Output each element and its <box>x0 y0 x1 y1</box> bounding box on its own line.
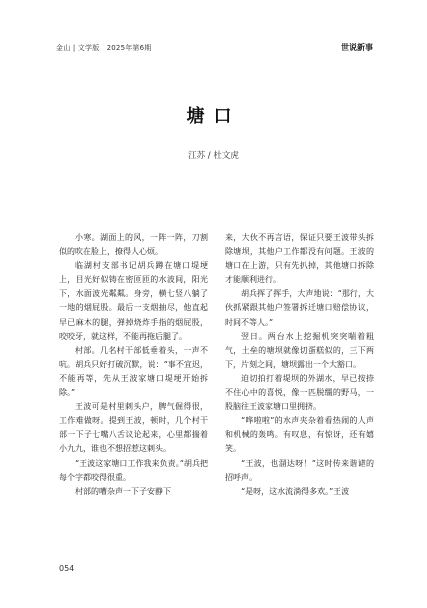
paragraph: 翌日。两台水上挖掘机突突喘着粗气，土垒的塘坝就像切蛋糕似的，三下两下，片刻之间，塘坝露出一个大豁口。 <box>225 331 374 369</box>
paragraph: 小寒。湖面上的风，一阵一阵，刀割似的吹在脸上，撩得人心烦。 <box>59 233 208 257</box>
section-label: 世说新事 <box>341 43 373 52</box>
paragraph: 王波可是村里刺头户，脾气倔得很，工作难做呀。提到王波，顿时，几个村干部一下子七嘴八舌议论起来，心里都揣着小九九，谁也不想招惹这刺头。 <box>59 402 208 454</box>
paragraph: “哗啦啦”的水声夹杂着看热闹的人声和机械的轰鸣。有叹息，有惊讶，还有嬉笑。 <box>225 416 374 454</box>
article-byline: 江苏 / 杜文虎 <box>188 151 239 161</box>
paragraph: “是呀，这水流淌得多欢。”王波 <box>241 486 350 496</box>
paragraph: “王波，也溜达呀！”这时传来谐谑的招呼声。 <box>225 458 374 482</box>
paragraph: 迫切拍打着堤坝的外湖水，早已按捺不住心中的喜悦，像一匹脱缰的野马，一股脑往王波家塘口里拥挤。 <box>225 373 374 412</box>
paragraph: 临湖村支部书记胡兵蹲在塘口堤埂上，目光好似铸在密匝匝的水波间，阳光下，水面波光粼粼。身旁，横七竖八躺了一地的烟屁股。最后一支烟抽尽，他直起早已麻木的腿，弹掉烧炸手指的烟屁股，咬咬牙，就这样，不能再拖后腿了。 <box>59 261 208 341</box>
article-column-left <box>59 231 208 499</box>
paragraph: 胡兵挥了挥手，大声地说：“那行，大伙抓紧跟其他户签署拆迁塘口赔偿协议，时间不等人。” <box>225 289 374 327</box>
paragraph: 来，大伙不再言语，保证只要王波带头拆除塘坝，其他户工作都没有问题。王波的塘口在上游，只有先扒掉，其他塘口拆除才能顺利进行。 <box>225 233 374 285</box>
page-number: 054 <box>59 564 75 573</box>
paragraph: “王波这家塘口工作我来负责。”胡兵把每个字都咬得很重。 <box>59 458 208 482</box>
magazine-issue-label: 金山 | 文学版 2025年第6期 <box>56 44 152 52</box>
article-column-right <box>225 231 374 499</box>
paragraph: 村部。几名村干部低垂着头，一声不吭。胡兵只好打破沉默，说：“事不宜迟，不能再等，先从王波家塘口堤埂开始拆除。” <box>59 345 208 398</box>
paragraph: 村部的嘈杂声一下子安静下 <box>75 486 171 496</box>
article-title: 塘口 <box>186 106 241 127</box>
